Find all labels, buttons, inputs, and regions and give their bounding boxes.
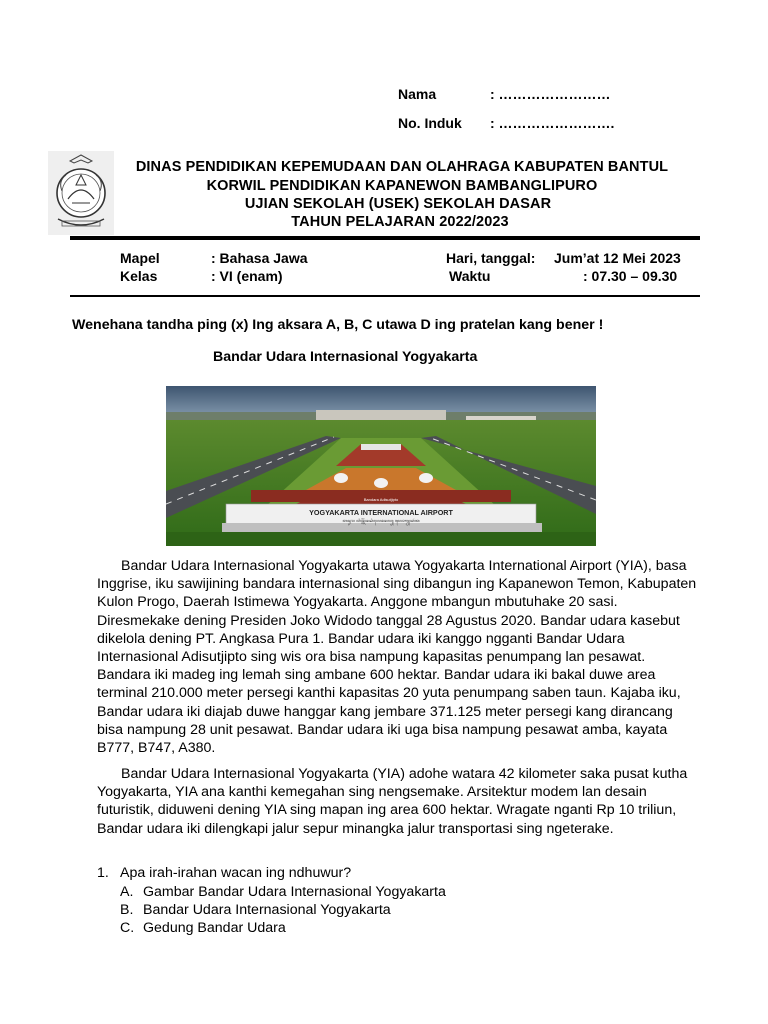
- student-id-blank[interactable]: : …………………….: [490, 115, 615, 131]
- airport-photo: [166, 386, 596, 546]
- header-office: DINAS PENDIDIKAN KEPEMUDAAN DAN OLAHRAGA KABUPATEN BANTUL: [135, 159, 669, 175]
- option-a-letter[interactable]: A.: [120, 884, 134, 900]
- header-district: KORWIL PENDIDIKAN KAPANEWON BAMBANGLIPURO: [206, 178, 598, 194]
- paragraph-1-text: Bandar Udara Internasional Yogyakarta utawa Yogyakarta International Airport (YIA), basa Inggrise, iku sawijining bandara internasional sing dibangun ing Kapanewon Temon, Kabupaten Kulon Progo, Daerah Istimewa Yogyakarta. Anggone mbangun mbutuhake 20 sasi. Diresmekake dening Presiden Joko Widodo tanggal 28 Agustus 2020. Bandar udara kasebut dikelola dening PT. Angkasa Pura 1. Bandar udara iki kanggo ngganti Bandar Udara Internasional Adisutjipto sing wis ora bisa nampung kapasitas penumpang lan pesawat. Bandara iki madeg ing lemah sing ambane 600 hektar. Bandar udara iki bakal duwe area terminal 210.000 meter persegi kanthi kapasitas 20 yuta penumpang saben taun. Kajaba iku, Bandar udara iki diajab duwe hanggar kang jembare 371.125 meter persegi kang dirancang bisa nampung 28 unit pesawat. Bandar udara iki uga bisa nampung pesawat amba, kayata B777, B747, A380.: [97, 558, 697, 757]
- option-a-text[interactable]: Gambar Bandar Udara Internasional Yogyakarta: [143, 884, 446, 900]
- class-label: Kelas: [120, 268, 158, 284]
- question-1-text: Apa irah-irahan wacan ing ndhuwur?: [120, 865, 352, 881]
- name-blank[interactable]: : ……………………: [490, 86, 611, 102]
- instruction: Wenehana tandha ping (x) Ing aksara A, B, C utawa D ing pratelan kang bener !: [72, 317, 604, 333]
- date-value: Jum’at 12 Mei 2023: [554, 250, 681, 266]
- reading-paragraph-2: [97, 765, 697, 838]
- reading-paragraph-1: [97, 557, 697, 757]
- question-1-number: 1.: [97, 865, 109, 881]
- time-label: Waktu: [449, 268, 491, 284]
- class-value: : VI (enam): [211, 268, 283, 284]
- sign-small-text: Bandara Adisutjipto: [363, 497, 399, 502]
- option-b-text[interactable]: Bandar Udara Internasional Yogyakarta: [143, 902, 391, 918]
- header-exam: UJIAN SEKOLAH (USEK) SEKOLAH DASAR: [244, 196, 552, 212]
- student-id-label: No. Induk: [398, 115, 462, 131]
- header-year: TAHUN PELAJARAN 2022/2023: [291, 214, 509, 230]
- time-value: : 07.30 – 09.30: [583, 268, 678, 284]
- option-c-letter[interactable]: C.: [120, 920, 135, 936]
- sign-main-text: YOGYAKARTA INTERNATIONAL AIRPORT: [309, 508, 453, 517]
- option-b-letter[interactable]: B.: [120, 902, 134, 918]
- name-label: Nama: [398, 86, 437, 102]
- sign-javanese-text: ꦧꦤ꧀ꦢꦫ ꦲꦶꦤ꧀ꦠꦼꦂꦤꦱꦶꦪꦺꦴꦤꦭ꧀ ꦪꦺꦴꦒꦾꦏꦂꦠ: [342, 518, 420, 523]
- paragraph-2-text: Bandar Udara Internasional Yogyakarta (YIA) adohe watara 42 kilometer saka pusat kutha Yogyakarta, YIA ana kanthi kemegahan sing nengsemake. Arsitektur modem lan desain futuristik, diduweni dening YIA sing mapan ing area 600 hektar. Wragate nganti Rp 10 triliun, Bandar udara iki dilengkapi jalur sepur minangka jalur transportasi sing ngeterake.: [97, 766, 688, 837]
- date-label: Hari, tanggal:: [446, 250, 536, 266]
- reading-title: Bandar Udara Internasional Yogyakarta: [213, 349, 478, 365]
- option-c-text[interactable]: Gedung Bandar Udara: [143, 920, 286, 936]
- info-divider: [70, 295, 700, 297]
- subject-label: Mapel: [120, 250, 160, 266]
- header-divider-thick: [70, 236, 700, 240]
- subject-value: : Bahasa Jawa: [211, 250, 308, 266]
